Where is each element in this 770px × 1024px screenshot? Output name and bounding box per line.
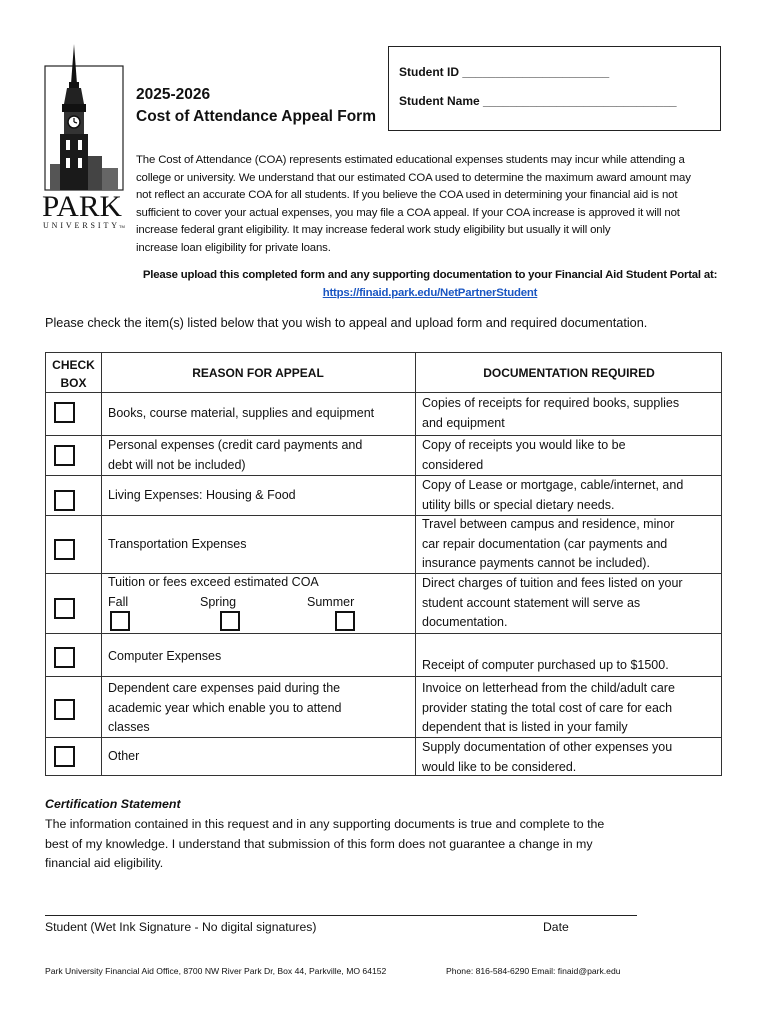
reason-line: classes	[108, 720, 150, 734]
checkbox-dependent-care[interactable]	[54, 699, 75, 720]
header-check-box	[46, 356, 101, 392]
logo-trademark: TM	[119, 224, 125, 229]
doc-tuition	[422, 574, 683, 633]
doc-books	[422, 394, 679, 433]
intro-line: not reflect an accurate COA for all students. If you believe the COA used in determining your financial aid is not	[136, 189, 678, 202]
logo-wordmark: PARK	[42, 190, 123, 223]
footer-address: Park University Financial Aid Office, 8700 NW River Park Dr, Box 44, Parkville, MO 64152	[45, 966, 387, 976]
intro-line: increase federal grant eligibility. It may increase federal work study eligibility but usually it will only	[136, 224, 611, 237]
doc-transportation	[422, 515, 674, 574]
header-check-line: CHECK	[52, 358, 95, 372]
certification-text	[45, 815, 705, 874]
student-id-field[interactable]: Student ID ______________________	[399, 65, 610, 79]
checkbox-spring[interactable]	[220, 611, 240, 631]
doc-line: Direct charges of tuition and fees listed on your	[422, 576, 683, 590]
checkbox-tuition[interactable]	[54, 598, 75, 619]
intro-line: sufficient to cover your actual expenses, you may file a COA appeal. If your COA increase is approved it will not	[136, 206, 680, 219]
reason-living: Living Expenses: Housing & Food	[108, 488, 296, 502]
checkbox-living[interactable]	[54, 490, 75, 511]
appeal-table	[45, 352, 722, 776]
checkbox-computer[interactable]	[54, 647, 75, 668]
doc-line: car repair documentation (car payments and	[422, 536, 668, 551]
signature-label: Student (Wet Ink Signature - No digital signatures)	[45, 920, 317, 934]
checkbox-fall[interactable]	[110, 611, 130, 631]
reason-personal	[108, 436, 362, 475]
doc-line: Travel between campus and residence, minor	[422, 517, 675, 531]
doc-line: provider stating the total cost of care for each	[422, 700, 673, 715]
doc-line: documentation.	[422, 615, 508, 629]
logo-subtitle: UNIVERSITY	[43, 221, 117, 230]
student-name-field[interactable]: Student Name _____________________________	[399, 94, 677, 108]
signature-line[interactable]	[45, 915, 637, 916]
doc-personal	[422, 436, 626, 475]
checkbox-other[interactable]	[54, 746, 75, 767]
certification-title: Certification Statement	[45, 797, 181, 811]
term-summer-label: Summer	[307, 595, 355, 609]
form-title: Cost of Attendance Appeal Form	[136, 108, 376, 125]
header-reason: REASON FOR APPEAL	[192, 366, 324, 380]
intro-paragraph	[136, 152, 726, 258]
doc-dependent-care	[422, 679, 675, 738]
doc-line: student account statement will serve as	[422, 595, 641, 610]
reason-line: academic year which enable you to attend	[108, 700, 342, 715]
doc-line: Supply documentation of other expenses you	[422, 740, 673, 754]
term-fall-label: Fall	[108, 595, 129, 609]
upload-link-wrap	[45, 287, 770, 299]
checkbox-personal[interactable]	[54, 445, 75, 466]
portal-link[interactable]: https://finaid.park.edu/NetPartnerStudent	[322, 287, 538, 299]
student-info-box	[388, 46, 721, 131]
reason-transportation: Transportation Expenses	[108, 537, 247, 551]
doc-line: and equipment	[422, 415, 505, 430]
doc-line: insurance payments cannot be included).	[422, 556, 650, 570]
clock-tower-icon	[40, 44, 130, 230]
intro-line: The Cost of Attendance (COA) represents estimated educational expenses students may incur while attending a	[136, 154, 685, 166]
doc-other	[422, 738, 672, 777]
reason-line: Dependent care expenses paid during the	[108, 681, 341, 695]
intro-line: increase loan eligibility for private loans.	[136, 241, 331, 254]
checkbox-summer[interactable]	[335, 611, 355, 631]
header-box-line: BOX	[60, 376, 87, 390]
doc-line: Copy of Lease or mortgage, cable/internet, and	[422, 478, 684, 492]
reason-line: debt will not be included)	[108, 457, 246, 472]
cert-line: The information contained in this request and in any supporting documents is true and complete to the	[45, 817, 605, 831]
doc-computer: Receipt of computer purchased up to $1500.	[422, 658, 669, 672]
cert-line: financial aid eligibility.	[45, 856, 164, 870]
doc-line: would like to be considered.	[422, 759, 577, 774]
form-year: 2025-2026	[136, 86, 211, 103]
reason-dependent-care	[108, 679, 341, 738]
reason-other: Other	[108, 749, 140, 763]
reason-books: Books, course material, supplies and equipment	[108, 406, 375, 420]
header-documentation: DOCUMENTATION REQUIRED	[483, 366, 655, 380]
reason-computer: Computer Expenses	[108, 649, 222, 663]
term-spring-label: Spring	[200, 595, 237, 609]
doc-line: Copies of receipts for required books, supplies	[422, 396, 680, 410]
doc-line: Copy of receipts you would like to be	[422, 438, 626, 452]
checkbox-books[interactable]	[54, 402, 75, 423]
reason-tuition: Tuition or fees exceed estimated COA	[108, 575, 319, 589]
footer-contact: Phone: 816-584-6290 Email: finaid@park.edu	[446, 966, 621, 976]
doc-line: considered	[422, 457, 484, 472]
doc-line: Invoice on letterhead from the child/adult care	[422, 681, 675, 695]
reason-line: Personal expenses (credit card payments and	[108, 438, 363, 452]
intro-line: college or university. We understand that our estimated COA used to determine the maximum award amount may	[136, 171, 691, 184]
doc-line: utility bills or special dietary needs.	[422, 497, 615, 512]
cert-line: best of my knowledge. I understand that submission of this form does not guarantee a change in my	[45, 836, 593, 851]
park-university-logo	[40, 44, 130, 230]
date-label: Date	[543, 920, 569, 934]
upload-instruction: Please upload this completed form and any supporting documentation to your Financial Aid Student Portal at:	[142, 269, 718, 281]
check-instruction: Please check the item(s) listed below that you wish to appeal and upload form and required documentation.	[45, 316, 648, 330]
checkbox-transportation[interactable]	[54, 539, 75, 560]
doc-line: dependent that is listed in your family	[422, 720, 628, 734]
doc-living	[422, 476, 683, 515]
